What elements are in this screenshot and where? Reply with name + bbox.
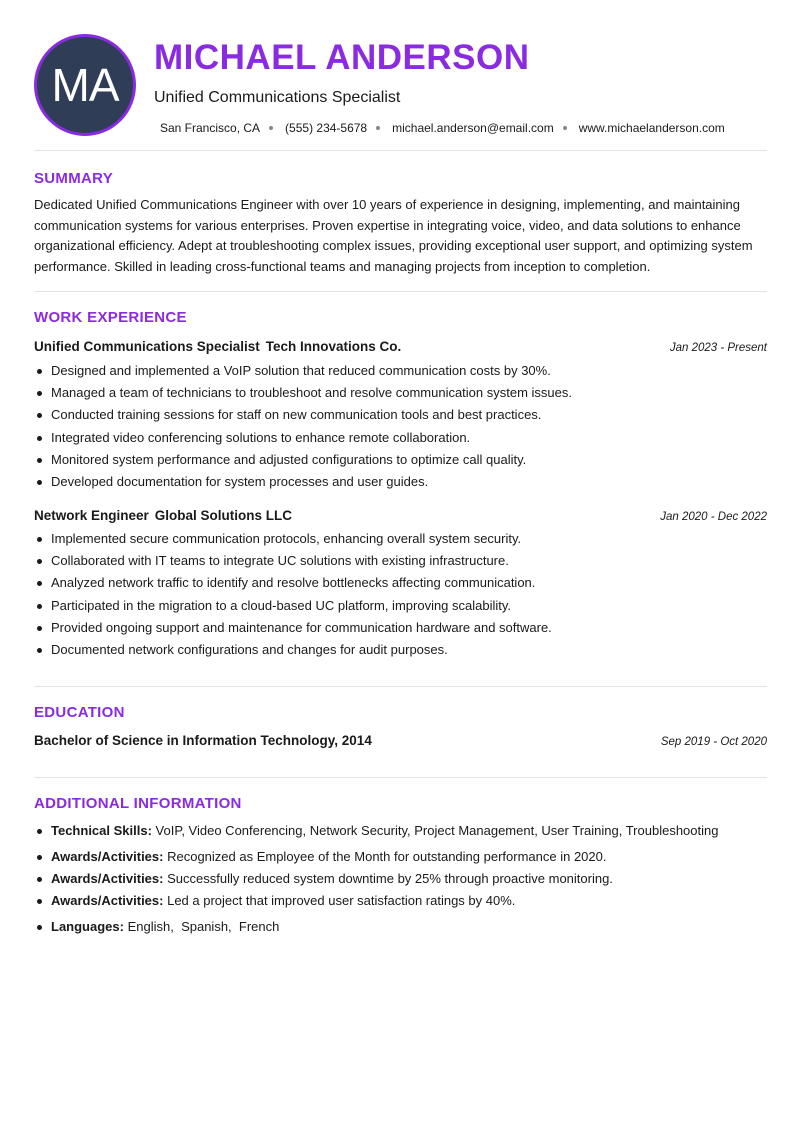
job-header [34, 338, 767, 356]
list-item: Monitored system performance and adjusted configurations to optimize call quality. [34, 449, 767, 471]
education-row [34, 733, 767, 748]
list-item: Provided ongoing support and maintenance for communication hardware and software. [34, 617, 767, 639]
list-item [34, 916, 767, 938]
candidate-title: Unified Communications Specialist [154, 89, 401, 106]
additional-list [34, 820, 767, 938]
section-divider [34, 686, 767, 687]
list-item: Designed and implemented a VoIP solution that reduced communication costs by 30%. [34, 360, 767, 382]
job-title-company [34, 507, 292, 525]
list-item: Implemented secure communication protocols, enhancing overall system security. [34, 528, 767, 550]
list-item [34, 846, 767, 868]
list-item: Participated in the migration to a cloud-based UC platform, improving scalability. [34, 595, 767, 617]
info-text: VoIP, Video Conferencing, Network Security, Project Management, User Training, Troubleshooting [155, 823, 719, 838]
list-item [34, 868, 767, 890]
job-header [34, 507, 767, 525]
info-text: Led a project that improved user satisfaction ratings by 40%. [167, 893, 516, 908]
education-degree: Bachelor of Science in Information Technology, 2014 [34, 733, 372, 748]
avatar-initials: MA [51, 59, 119, 111]
job-bullets [34, 528, 767, 661]
list-item: Analyzed network traffic to identify and resolve bottlenecks affecting communication. [34, 572, 767, 594]
info-text: Successfully reduced system downtime by 25% through proactive monitoring. [167, 871, 613, 886]
contact-bar [160, 121, 725, 135]
list-item: Documented network configurations and changes for audit purposes. [34, 639, 767, 661]
list-item [34, 890, 767, 912]
contact-phone[interactable]: (555) 234-5678 [285, 121, 368, 135]
info-label: Awards/Activities: [51, 893, 164, 908]
info-label: Technical Skills: [51, 823, 152, 838]
info-label: Languages: [51, 919, 124, 934]
section-divider [34, 150, 767, 151]
list-item [34, 820, 767, 842]
job-dates: Jan 2020 - Dec 2022 [660, 511, 767, 523]
avatar [34, 34, 136, 136]
job-title-company [34, 338, 401, 356]
section-divider [34, 291, 767, 292]
job-company: Tech Innovations Co. [265, 339, 402, 354]
info-text: Recognized as Employee of the Month for outstanding performance in 2020. [167, 849, 607, 864]
contact-email[interactable]: michael.anderson@email.com [392, 121, 554, 135]
candidate-name: MICHAEL ANDERSON [154, 38, 530, 77]
job-bullets [34, 360, 767, 493]
info-label: Awards/Activities: [51, 849, 164, 864]
separator-dot-icon [376, 126, 380, 130]
separator-dot-icon [269, 126, 273, 130]
experience-heading: WORK EXPERIENCE [34, 309, 187, 326]
info-text: English, Spanish, French [127, 919, 280, 934]
list-item: Integrated video conferencing solutions to enhance remote collaboration. [34, 427, 767, 449]
section-divider [34, 777, 767, 778]
additional-heading: ADDITIONAL INFORMATION [34, 795, 242, 812]
education-dates: Sep 2019 - Oct 2020 [660, 736, 767, 748]
separator-dot-icon [563, 126, 567, 130]
summary-heading: SUMMARY [34, 170, 114, 187]
contact-website[interactable]: www.michaelanderson.com [578, 121, 725, 135]
job-company: Global Solutions LLC [154, 508, 293, 523]
info-label: Awards/Activities: [51, 871, 164, 886]
education-heading: EDUCATION [34, 704, 125, 721]
list-item: Conducted training sessions for staff on new communication tools and best practices. [34, 404, 767, 426]
list-item: Collaborated with IT teams to integrate UC solutions with existing infrastructure. [34, 550, 767, 572]
job-role: Network Engineer [34, 508, 149, 523]
list-item: Managed a team of technicians to troubleshoot and resolve communication system issues. [34, 382, 767, 404]
job-dates: Jan 2023 - Present [669, 342, 767, 354]
contact-location: San Francisco, CA [160, 121, 261, 135]
list-item: Developed documentation for system processes and user guides. [34, 471, 767, 493]
job-role: Unified Communications Specialist [34, 339, 260, 354]
summary-text: Dedicated Unified Communications Engineer with over 10 years of experience in designing, implementing, and maintaining communication systems for various enterprises. Proven expertise in integrating voice, video, and data solutions to enhance organizational efficiency. Adept at troubleshooting complex issues, providing exceptional user support, and optimizing system performance. Skilled in leading cross-functional teams and managing projects from inception to completion. [34, 197, 753, 274]
